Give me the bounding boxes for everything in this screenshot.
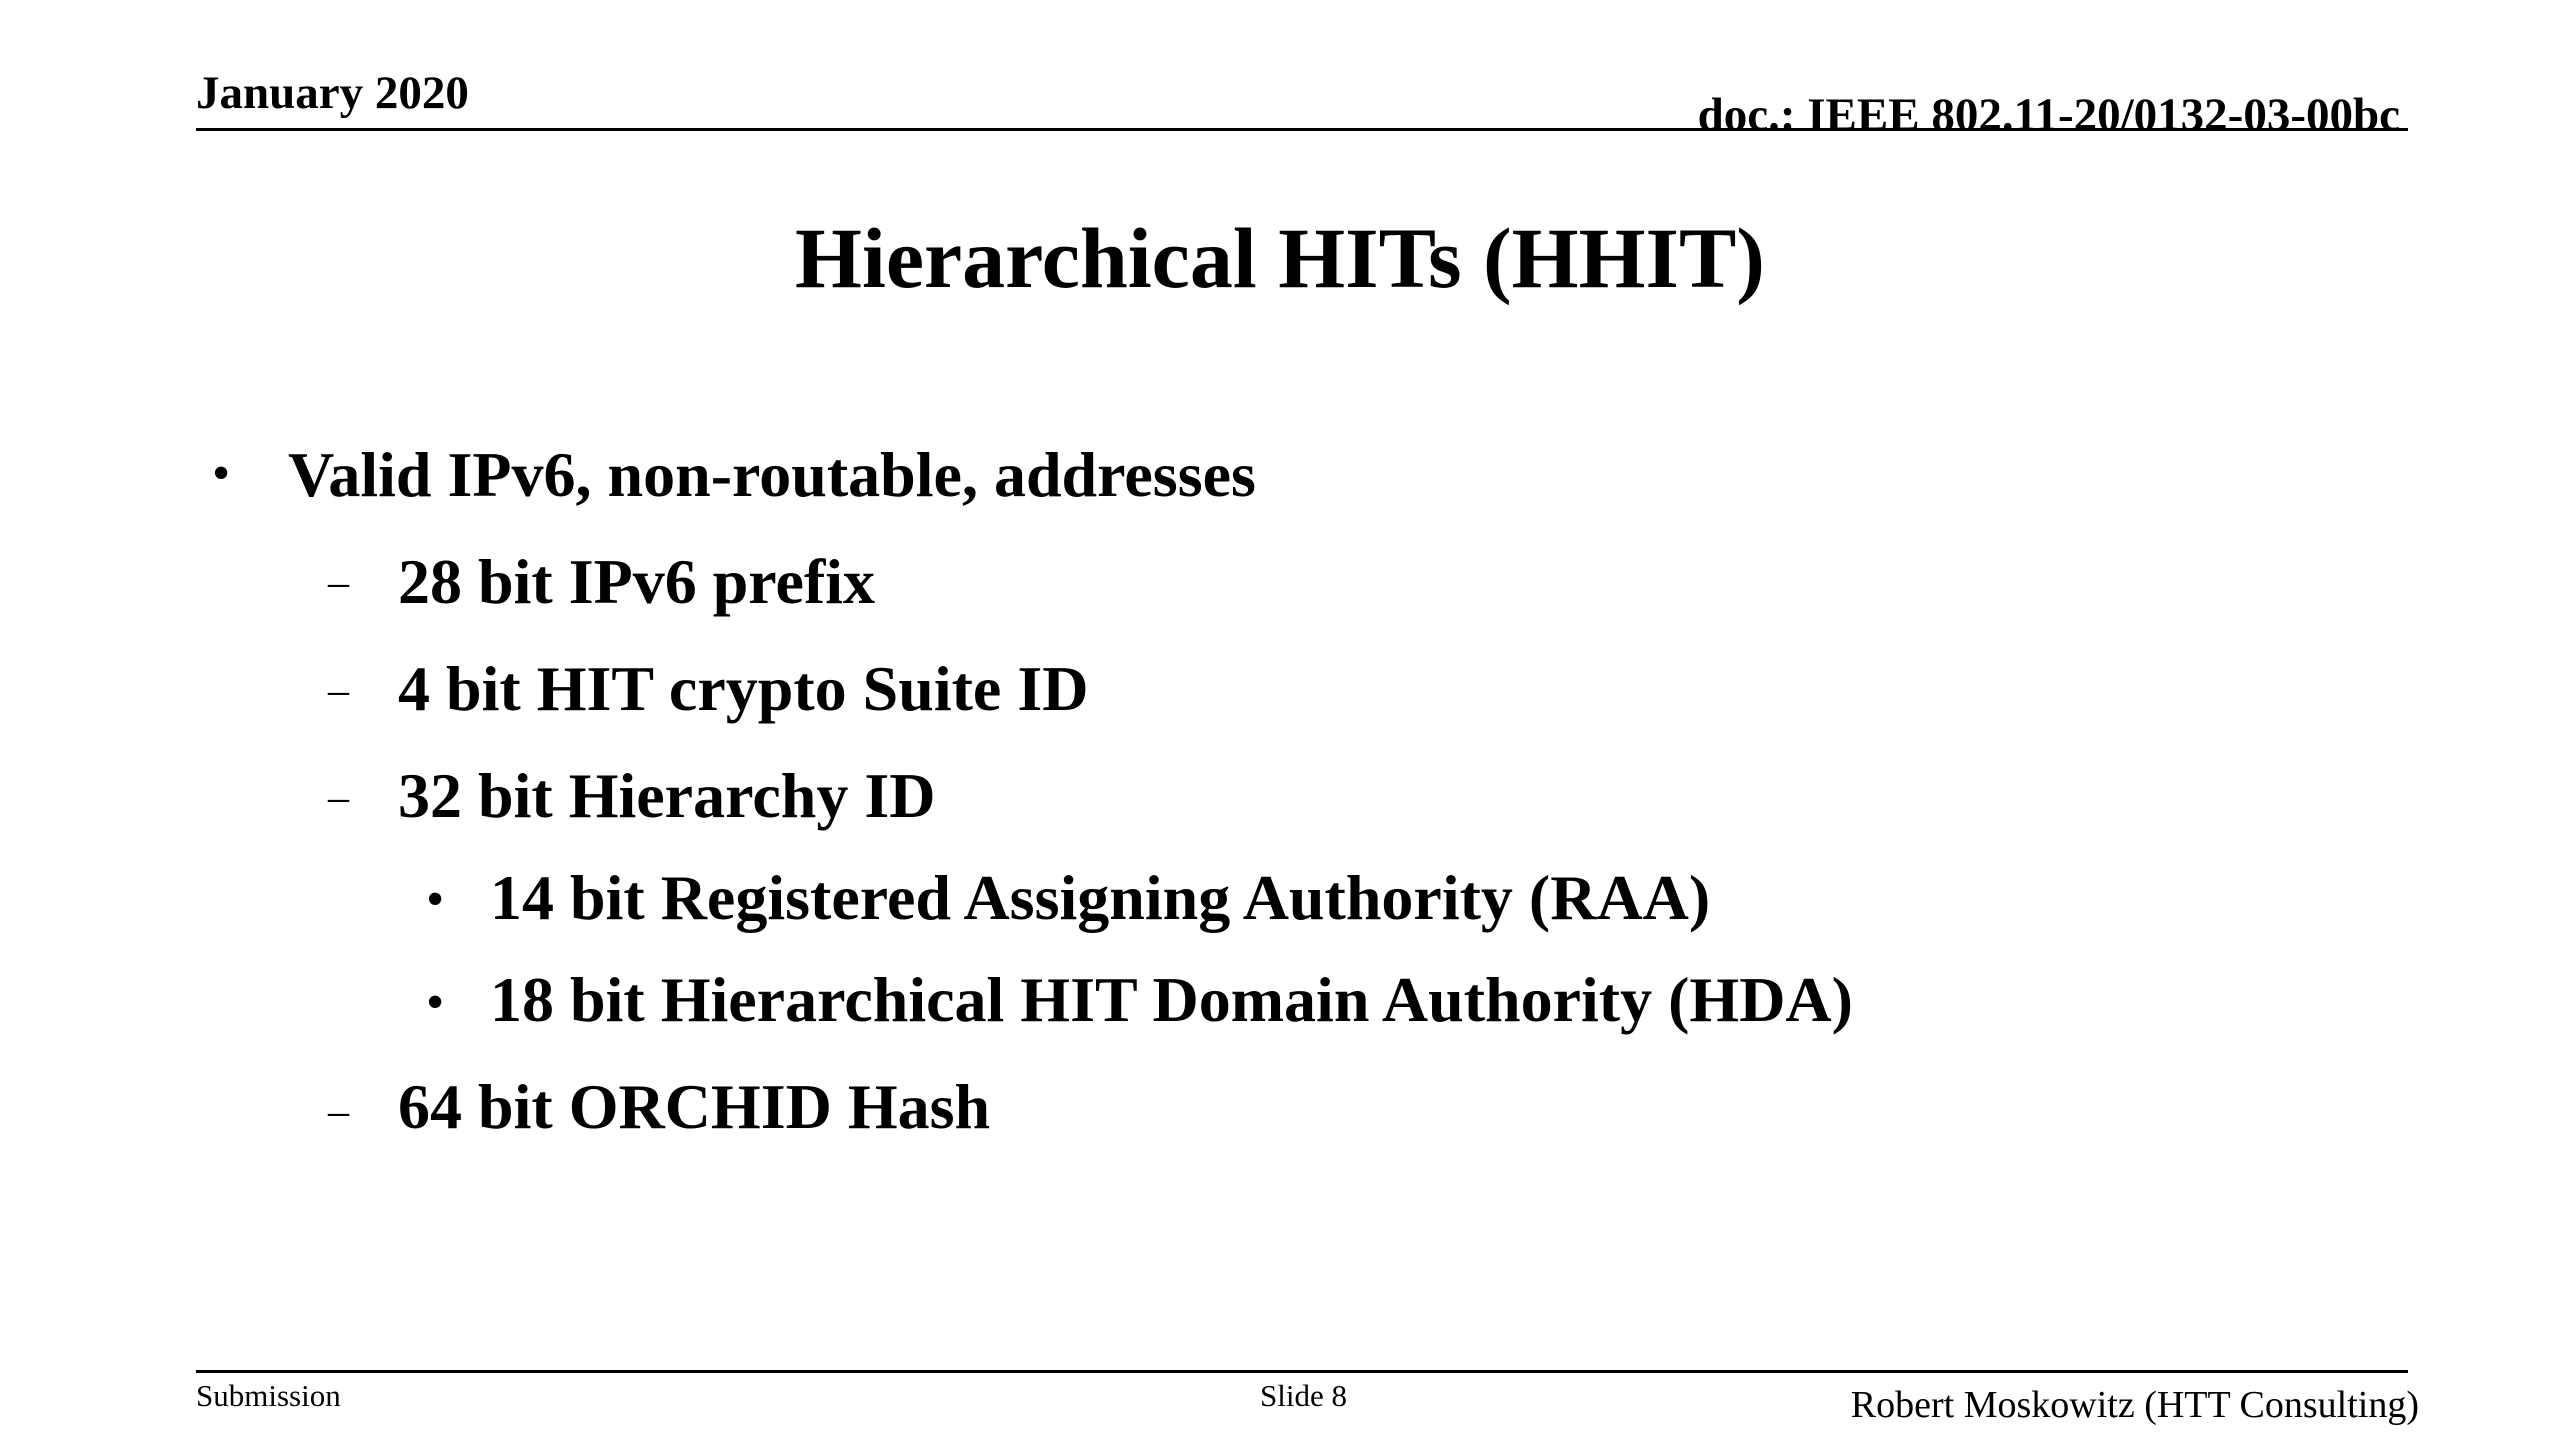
dash-marker: – (328, 1089, 349, 1135)
bullet-suite-id: 4 bit HIT crypto Suite ID (398, 653, 1089, 724)
bullet-marker: • (426, 871, 445, 928)
footer-divider (196, 1370, 2408, 1373)
footer-author: Robert Moskowitz (HTT Consulting) (1850, 1384, 2419, 1426)
bullet-orchid-hash: 64 bit ORCHID Hash (398, 1071, 991, 1142)
footer-submission: Submission (196, 1378, 341, 1413)
bullet-raa: 14 bit Registered Assigning Authority (RAA) (490, 862, 1711, 933)
header-divider (196, 128, 2408, 131)
bullet-ipv6-prefix: 28 bit IPv6 prefix (398, 546, 876, 617)
dash-marker: – (328, 775, 349, 821)
bullet-marker: • (212, 445, 231, 502)
bullet-marker: • (426, 974, 445, 1031)
footer-slide-number: Slide 8 (1260, 1378, 1347, 1413)
slide-title: Hierarchical HITs (HHIT) (795, 210, 1765, 306)
bullet-hda: 18 bit Hierarchical HIT Domain Authority (HDA) (490, 964, 1853, 1035)
header-doc-id: doc.: IEEE 802.11-20/0132-03-00bc (1697, 89, 2400, 141)
bullet-hierarchy-id: 32 bit Hierarchy ID (398, 760, 936, 831)
bullet-valid-ipv6: Valid IPv6, non-routable, addresses (288, 439, 1256, 510)
header-date: January 2020 (196, 67, 469, 119)
dash-marker: – (328, 560, 349, 606)
dash-marker: – (328, 668, 349, 714)
